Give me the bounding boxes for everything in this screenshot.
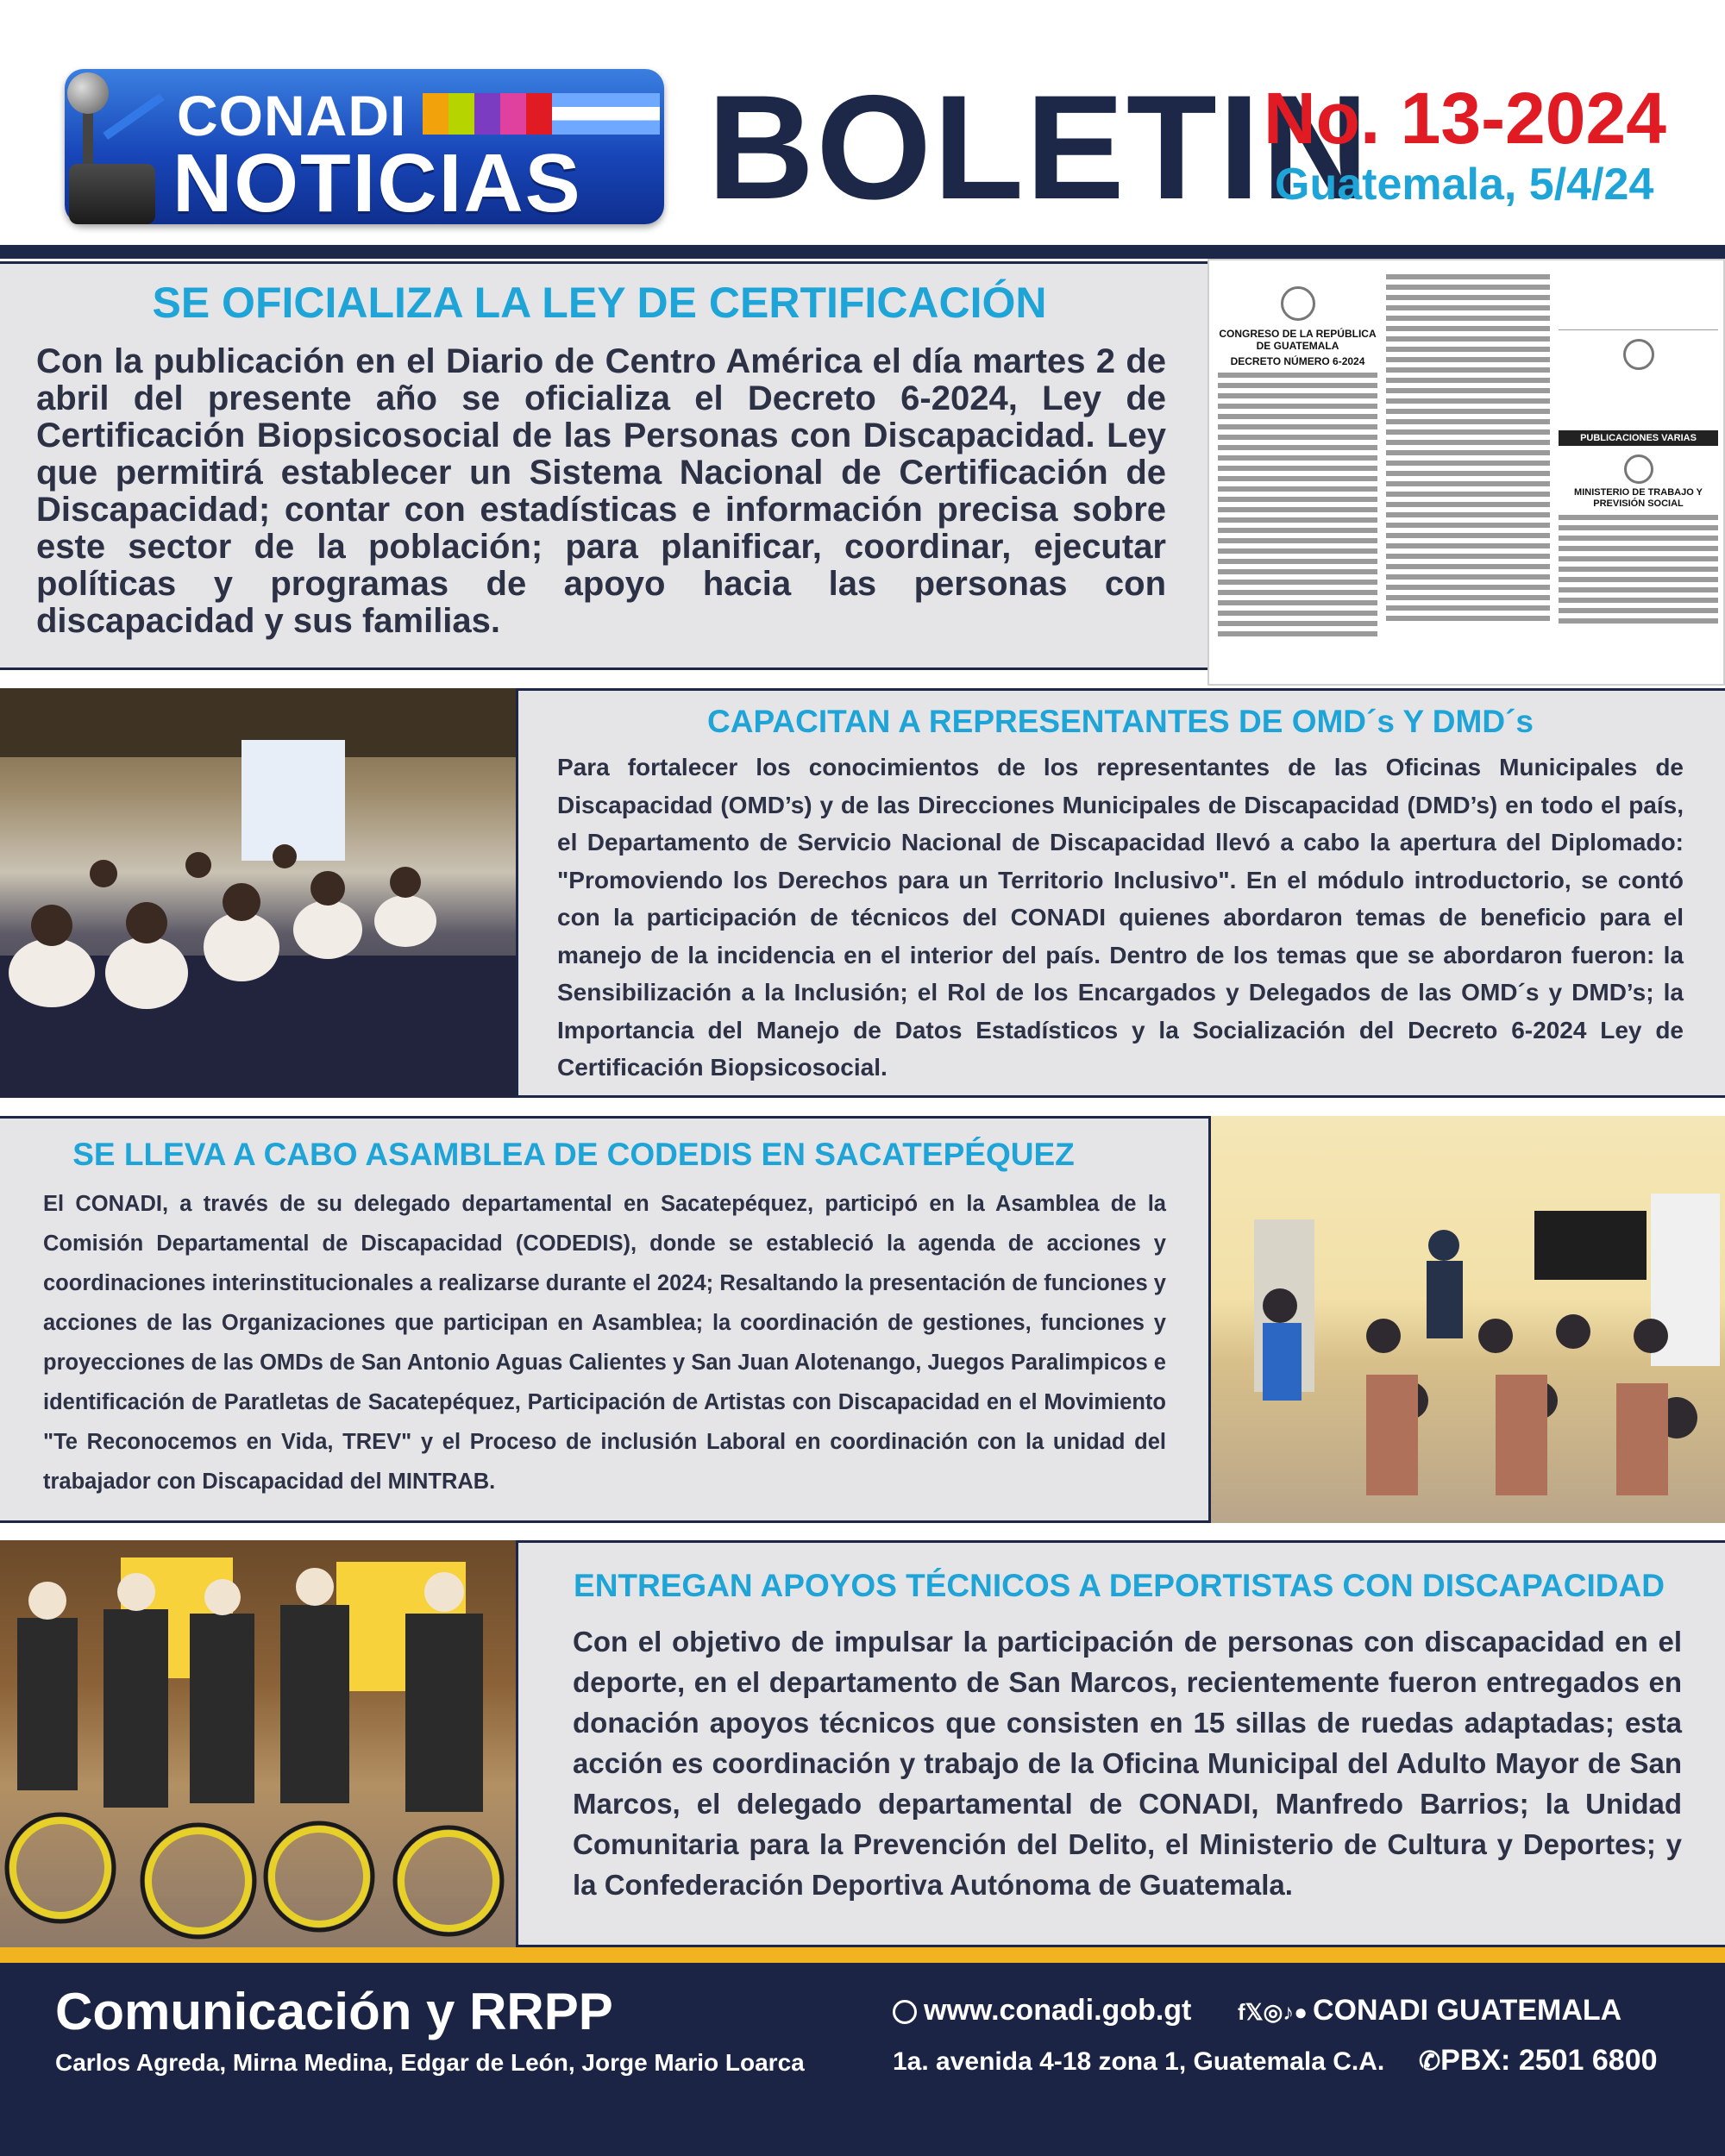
newspaper-heading-decreto: DECRETO NÚMERO 6-2024 — [1230, 355, 1365, 367]
globe-icon — [893, 2000, 917, 2024]
article-4-body: Con el objetivo de impulsar la participación de personas con discapacidad en el deporte, en el departamento de San Marcos, recientemente fueron entregados en donación apoyos técnicos que consisten en 15 sillas de ruedas adaptadas; esta acción es coordinación y trabajo de la Oficina Municipal del Adulto Mayor de San Marcos, el delegado departamental de CONADI, Manfredo Barrios; la Unidad Comunitaria para la Prevención del Delito, el Ministerio de Cultura y Deportes; y la Confederación Deportiva Autónoma de Guatemala. — [573, 1626, 1682, 1901]
newspaper-side-ministry: MINISTERIO DE TRABAJO Y PREVISIÓN SOCIAL — [1574, 487, 1703, 509]
guatemala-flag-stripe — [552, 93, 660, 135]
social-media-icons[interactable]: f𝕏◎♪● — [1238, 1999, 1308, 2025]
footer-website[interactable] — [893, 1994, 1191, 2028]
phone-icon: ✆ — [1419, 2047, 1441, 2076]
stripe-pink — [500, 93, 526, 135]
article-2-title: CAPACITAN A REPRESENTANTES DE OMD´s Y DMD´s — [707, 704, 1534, 739]
bulletin-place-date: Guatemala, 5/4/24 — [1275, 160, 1654, 210]
article-3-title: SE LLEVA A CABO ASAMBLEA DE CODEDIS EN SACATEPÉQUEZ — [72, 1137, 1075, 1172]
video-camera-icon — [69, 164, 155, 224]
newspaper-decree-image — [1208, 259, 1725, 686]
assembly-illustration — [1211, 1116, 1725, 1523]
footer-phone — [1419, 2044, 1658, 2078]
wheelchair-donation-illustration — [0, 1540, 516, 1947]
page-title: BOLETIN — [707, 65, 1371, 230]
footer-address: 1a. avenida 4-18 zona 1, Guatemala C.A. — [893, 2047, 1385, 2076]
bulletin-number: No. 13-2024 — [1264, 78, 1666, 159]
stripe-orange — [423, 93, 448, 135]
newspaper-side-heading: PUBLICACIONES VARIAS — [1559, 430, 1718, 446]
stripe-purple — [474, 93, 500, 135]
logo-color-stripes — [423, 93, 552, 135]
wheelchair-donation-photo — [0, 1540, 516, 1947]
codedis-assembly-photo — [1211, 1116, 1725, 1523]
footer-social-handle[interactable]: CONADI GUATEMALA — [1313, 1994, 1622, 2027]
article-3-body: El CONADI, a través de su delegado departamental en Sacatepéquez, participó en la Asamblea de la Comisión Departamental de Discapacidad (CODEDIS), donde se estableció la agenda de acciones y coordinaciones interinstitucionales a realizarse durante el 2024; Resaltando la presentación de funciones y acciones de las Organizaciones que participan en Asamblea; la coordinación de gestiones, funciones y proyecciones de las OMDs de San Antonio Aguas Calientes y San Juan Alotenango, Juegos Paralimpicos e identificación de Paratletas de Sacatepéquez, Participación de Artistas con Discapacidad en el Movimiento "Te Reconocemos en Vida, TREV" y el Proceso de inclusión Laboral en coordinación con la unidad del trabajador con Discapacidad del MINTRAB. — [43, 1192, 1166, 1494]
header-divider — [0, 245, 1725, 259]
training-session-illustration — [0, 688, 516, 1098]
logo-noticias-text: NOTICIAS — [172, 137, 582, 229]
footer-phone-text: PBX: 2501 6800 — [1440, 2044, 1658, 2077]
training-session-photo — [0, 688, 516, 1098]
article-1-title: SE OFICIALIZA LA LEY DE CERTIFICACIÓN — [152, 279, 1047, 327]
stripe-green — [448, 93, 474, 135]
article-2-body: Para fortalecer los conocimientos de los representantes de las Oficinas Municipales de Discapacidad (OMD’s) y de las Direcciones Municipales de Discapacidad (DMD’s) en todo el país, el Departamento de Servicio Nacional de Discapacidad llevó a cabo la apertura del Diplomado: "Promoviendo los Derechos para un Territorio Inclusivo". En el módulo introductorio, se contó con la participación de técnicos del CONADI quienes abordaron temas de beneficio para el manejo de la incidencia en el interior del país. Dentro de los temas que se abordaron fueron: la Sensibilización a la Inclusión; el Rol de los Encargados y Delegados de las OMD´s y DMD’s; la Importancia del Manejo de Datos Estadísticos y la Socialización del Decreto 6-2024 Ley de Certificación Biopsicosocial. — [557, 754, 1684, 1081]
stripe-red — [526, 93, 552, 135]
article-4-title: ENTREGAN APOYOS TÉCNICOS A DEPORTISTAS CON DISCAPACIDAD — [574, 1568, 1665, 1603]
footer-social[interactable] — [1238, 1994, 1622, 2028]
footer-gold-stripe — [0, 1947, 1725, 1963]
newspaper-heading-congreso: CONGRESO DE LA REPÚBLICA DE GUATEMALA — [1219, 328, 1377, 352]
microphone-icon — [67, 72, 109, 114]
article-1-body: Con la publicación en el Diario de Centro América el día martes 2 de abril del presente año se oficializa el Decreto 6-2024, Ley de Certificación Biopsicosocial de las Personas con Discapacidad. Ley que permitirá establecer un Sistema Nacional de Certificación de Discapacidad; contar con estadísticas e información precisa sobre este sector de la población; para planificar, coordinar, ejecutar políticas y programas de apoyo hacia las personas con discapacidad y sus familias. — [36, 342, 1166, 640]
footer-staff-names: Carlos Agreda, Mirna Medina, Edgar de León, Jorge Mario Loarca — [55, 2049, 805, 2076]
footer-department-title: Comunicación y RRPP — [55, 1983, 613, 2040]
logo-conadi-text: CONADI — [177, 84, 407, 147]
footer-website-text[interactable]: www.conadi.gob.gt — [924, 1994, 1192, 2027]
microphone-stand-icon — [83, 109, 93, 169]
